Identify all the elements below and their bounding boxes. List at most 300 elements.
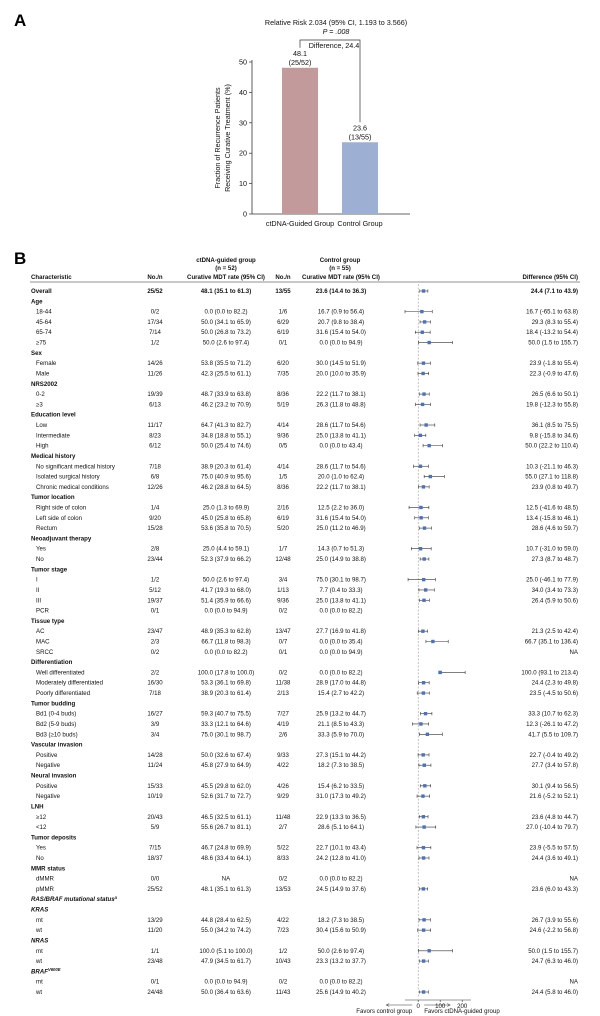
row-label: 45-64	[36, 318, 52, 326]
col-control-rate: Curative MDT rate (95% CI)	[302, 274, 380, 281]
control-rate: 0.0 (0.0 to 82.2)	[319, 978, 363, 986]
control-no-n: 1/5	[278, 473, 288, 481]
control-rate: 22.2 (11.7 to 38.1)	[316, 391, 366, 399]
x-category-label: Control Group	[337, 219, 383, 228]
control-rate: 25.0 (13.8 to 41.1)	[316, 597, 366, 605]
bar-count-label: (13/55)	[348, 132, 372, 142]
y-axis-label	[213, 84, 232, 192]
row-label: Right side of colon	[36, 504, 87, 512]
ct-rate: 48.9 (35.3 to 62.8)	[201, 628, 251, 636]
point-estimate	[422, 392, 425, 395]
bar-value-label: 23.6	[353, 123, 367, 133]
row-label: mt	[36, 916, 43, 924]
control-rate: 25.0 (11.2 to 46.9)	[316, 525, 366, 533]
row-label: Positive	[36, 782, 58, 790]
point-estimate	[422, 578, 425, 581]
ct-no-n: 6/8	[150, 473, 160, 481]
point-estimate	[422, 928, 425, 931]
ct-no-n: 23/44	[147, 556, 163, 564]
ct-rate: 42.3 (25.5 to 61.1)	[201, 370, 251, 378]
control-no-n: 7/27	[277, 710, 289, 718]
y-tick-label: 10	[239, 179, 247, 189]
difference-ci: 24.6 (-2.2 to 56.8)	[529, 927, 578, 935]
control-no-n: 9/33	[277, 751, 289, 759]
control-rate: 7.7 (0.4 to 33.3)	[319, 586, 363, 594]
row-label: Moderately differentiated	[36, 679, 103, 687]
ct-rate: 50.0 (2.6 to 97.4)	[202, 576, 250, 584]
point-estimate	[428, 949, 431, 952]
row-label: SRCC	[36, 648, 54, 656]
row-label: ≥75	[36, 339, 47, 347]
control-rate: 20.7 (9.8 to 38.4)	[317, 318, 365, 326]
row-label: II	[36, 586, 40, 594]
control-no-n: 13/55	[275, 288, 291, 295]
row-label-text: RAS/BRAF mutational status	[31, 896, 115, 904]
control-rate: 31.0 (17.3 to 49.2)	[316, 793, 366, 801]
row-label: Positive	[36, 751, 58, 759]
ct-rate: 34.8 (18.8 to 55.1)	[201, 432, 251, 440]
difference-ci: NA	[569, 978, 578, 986]
point-estimate	[419, 506, 422, 509]
row-label: No	[36, 556, 44, 564]
ct-no-n: 23/48	[147, 958, 163, 966]
ct-rate: 53.3 (36.1 to 69.8)	[201, 679, 251, 687]
panel-b	[14, 249, 580, 1015]
row-label: Neural invasion	[31, 772, 77, 780]
row-label: Poorly differentiated	[36, 690, 91, 698]
ct-no-n: 23/47	[147, 628, 163, 636]
ct-rate: 46.2 (28.8 to 64.5)	[201, 483, 251, 491]
ct-no-n: 6/12	[149, 442, 161, 450]
control-rate: 26.3 (11.8 to 48.8)	[316, 401, 366, 409]
ct-rate: 55.0 (34.2 to 74.2)	[201, 927, 251, 935]
row-label: AC	[36, 628, 45, 636]
row-label: Yes	[36, 545, 46, 553]
bar-ctdna-guided	[282, 68, 318, 214]
point-estimate	[421, 331, 424, 334]
control-no-n: 1/2	[278, 947, 288, 955]
control-no-n: 0/1	[278, 339, 288, 347]
control-rate: 25.0 (14.9 to 38.8)	[316, 556, 366, 564]
forest-x-tick-label: 0	[416, 1003, 420, 1010]
ct-rate: 66.7 (11.8 to 98.3)	[201, 638, 251, 646]
ct-no-n: 14/26	[147, 360, 163, 368]
ct-no-n: 15/33	[147, 782, 163, 790]
ct-rate: 48.1 (35.1 to 61.3)	[200, 288, 252, 295]
control-no-n: 6/19	[277, 514, 289, 522]
ct-rate: 50.0 (2.6 to 97.4)	[202, 339, 250, 347]
ct-no-n: 7/14	[149, 329, 161, 337]
bar-control	[342, 142, 378, 214]
row-label: Tumor deposits	[31, 834, 77, 842]
point-estimate	[429, 475, 432, 478]
difference-ci: 23.9 (-5.5 to 57.5)	[529, 844, 578, 852]
ct-rate: 0.0 (0.0 to 94.9)	[204, 607, 248, 615]
row-label: wt	[36, 989, 43, 996]
control-no-n: 4/14	[277, 463, 289, 471]
ct-no-n: 15/28	[147, 525, 163, 533]
row-label: Medical history	[31, 452, 76, 460]
row-label-text: BRAF	[31, 968, 48, 976]
y-tick-label: 40	[239, 87, 247, 97]
ct-rate: 50.0 (34.1 to 65.9)	[201, 318, 251, 326]
ct-rate: 55.6 (26.7 to 81.1)	[201, 824, 251, 832]
difference-ci: 27.0 (-10.4 to 79.7)	[526, 824, 578, 832]
control-rate: 12.5 (2.2 to 36.0)	[317, 504, 365, 512]
control-no-n: 1/13	[277, 586, 289, 594]
difference-ci: 9.8 (-15.8 to 34.6)	[529, 432, 578, 440]
ct-rate: 0.0 (0.0 to 82.2)	[204, 308, 248, 316]
row-label: 65-74	[36, 329, 52, 337]
point-estimate	[424, 588, 427, 591]
row-label: pMMR	[36, 885, 54, 893]
control-rate: 27.3 (15.1 to 44.2)	[316, 751, 366, 759]
point-estimate	[422, 846, 425, 849]
control-no-n: 8/33	[277, 854, 289, 862]
bar-chart-plot	[239, 40, 410, 228]
control-no-n: 9/36	[277, 597, 289, 605]
bar-value-label: 48.1	[293, 48, 307, 58]
ct-rate: 48.7 (33.9 to 63.8)	[201, 391, 251, 399]
row-label: NRAS	[31, 937, 49, 945]
ct-no-n: 19/39	[147, 391, 163, 399]
row-label: Bd2 (5-9 buds)	[36, 720, 77, 728]
control-no-n: 8/36	[277, 483, 289, 491]
point-estimate	[422, 681, 425, 684]
ct-rate: 50.0 (25.4 to 74.6)	[201, 442, 251, 450]
row-label: Chronic medical conditions	[36, 483, 109, 491]
control-no-n: 4/26	[277, 782, 289, 790]
row-label: Rectum	[36, 525, 57, 533]
control-no-n: 6/19	[277, 329, 289, 337]
difference-ci: 27.7 (3.4 to 57.8)	[531, 762, 578, 770]
ct-rate: 53.6 (35.8 to 70.5)	[201, 525, 251, 533]
row-label: NRS2002	[31, 380, 58, 388]
control-group-title: Control group	[319, 257, 361, 264]
ct-no-n: 1/2	[150, 339, 160, 347]
difference-ci: 23.9 (-1.8 to 55.4)	[529, 360, 578, 368]
point-estimate	[422, 815, 425, 818]
point-estimate	[422, 289, 425, 292]
panel-a	[14, 11, 410, 228]
col-ct-rate: Curative MDT rate (95% CI)	[187, 274, 265, 281]
control-no-n: 4/22	[277, 916, 289, 924]
row-label-superscript: V600E	[47, 967, 61, 973]
control-rate: 31.6 (15.4 to 54.0)	[316, 329, 366, 337]
difference-ci: 23.6 (6.0 to 43.3)	[531, 885, 578, 893]
ct-rate: 25.0 (1.3 to 69.9)	[202, 504, 250, 512]
point-estimate	[419, 434, 422, 437]
ct-no-n: 9/20	[149, 514, 161, 522]
ct-rate: 53.8 (35.5 to 71.2)	[201, 360, 251, 368]
row-label: High	[36, 442, 49, 450]
point-estimate	[439, 671, 442, 674]
control-rate: 20.0 (1.0 to 62.4)	[317, 473, 365, 481]
control-rate: 22.2 (11.7 to 38.1)	[316, 483, 366, 491]
difference-ci: 50.0 (1.5 to 155.7)	[528, 947, 578, 955]
ct-no-n: 20/43	[147, 813, 163, 821]
panel-a-letter: A	[14, 11, 27, 30]
control-no-n: 4/22	[277, 762, 289, 770]
col-control-no-n: No./n	[275, 274, 291, 281]
ct-no-n: 1/1	[150, 947, 160, 955]
row-label: III	[36, 597, 42, 605]
ct-no-n: 11/20	[147, 927, 163, 935]
p-value-label: P = .008	[322, 27, 350, 36]
ct-rate: 48.6 (33.4 to 64.1)	[201, 854, 251, 862]
col-ct-no-n: No./n	[147, 274, 163, 281]
control-rate: 75.0 (30.1 to 98.7)	[316, 576, 366, 584]
control-rate: 0.0 (0.0 to 82.2)	[319, 875, 363, 883]
ct-rate: 0.0 (0.0 to 94.9)	[204, 978, 248, 986]
point-estimate	[423, 764, 426, 767]
control-no-n: 0/7	[278, 638, 288, 646]
difference-ci: 12.3 (-26.1 to 47.2)	[526, 720, 578, 728]
point-estimate	[421, 372, 424, 375]
difference-ci: 10.3 (-21.1 to 46.3)	[526, 463, 578, 471]
row-label: mt	[36, 947, 43, 955]
ct-rate: 52.3 (37.9 to 66.2)	[201, 556, 251, 564]
favors-control-arrow	[386, 1004, 412, 1007]
ct-rate: 38.9 (20.3 to 61.4)	[201, 690, 251, 698]
difference-ci: 22.3 (-0.9 to 47.6)	[529, 370, 578, 378]
control-no-n: 4/14	[277, 422, 289, 430]
ct-rate: 50.0 (32.6 to 67.4)	[201, 751, 251, 759]
col-characteristic: Characteristic	[31, 274, 72, 281]
difference-ci: NA	[569, 875, 578, 883]
ct-no-n: 3/4	[150, 731, 160, 739]
point-estimate	[422, 918, 425, 921]
ct-rate: 25.0 (4.4 to 59.1)	[202, 545, 250, 553]
point-estimate	[419, 547, 422, 550]
control-rate: 22.9 (13.3 to 36.5)	[316, 813, 366, 821]
ct-no-n: 24/48	[147, 989, 163, 996]
difference-ci: 12.5 (-41.6 to 48.5)	[526, 504, 578, 512]
ct-no-n: 3/9	[150, 720, 160, 728]
control-no-n: 11/48	[275, 813, 291, 821]
ct-no-n: 8/23	[149, 432, 161, 440]
forest-plot-axis	[356, 1000, 500, 1015]
control-rate: 0.0 (0.0 to 43.4)	[319, 442, 363, 450]
point-estimate	[423, 557, 426, 560]
control-rate: 0.0 (0.0 to 82.2)	[319, 607, 363, 615]
y-tick-label: 50	[239, 57, 247, 67]
control-rate: 28.6 (5.1 to 64.1)	[317, 824, 365, 832]
point-estimate	[422, 691, 425, 694]
forest-x-tick-label: 100	[435, 1003, 446, 1010]
row-label: Negative	[36, 793, 61, 801]
ct-rate: 45.5 (29.8 to 62.0)	[201, 782, 251, 790]
ct-no-n: 11/17	[147, 422, 163, 430]
point-estimate	[423, 320, 426, 323]
row-label: PCR	[36, 607, 49, 615]
control-rate: 50.0 (2.6 to 97.4)	[317, 947, 365, 955]
row-label: Bd1 (0-4 buds)	[36, 710, 77, 718]
control-no-n: 0/2	[278, 607, 288, 615]
difference-ci: 21.6 (-5.2 to 52.1)	[529, 793, 578, 801]
control-no-n: 0/2	[278, 978, 288, 986]
ct-group-title: ctDNA-guided group	[196, 257, 256, 264]
row-label: Yes	[36, 844, 46, 852]
control-no-n: 6/29	[277, 318, 289, 326]
difference-ci: 24.7 (6.3 to 46.0)	[531, 958, 578, 966]
ct-no-n: 19/37	[147, 597, 163, 605]
ct-no-n: 14/28	[147, 751, 163, 759]
row-label: MMR status	[31, 865, 66, 873]
ct-no-n: 7/18	[149, 463, 161, 471]
row-label: MAC	[36, 638, 50, 646]
control-rate: 0.0 (0.0 to 94.9)	[319, 339, 363, 347]
ct-no-n: 16/30	[147, 679, 163, 687]
point-estimate	[423, 526, 426, 529]
row-label: Tumor budding	[31, 700, 76, 708]
ct-rate: 50.0 (26.8 to 73.2)	[201, 329, 251, 337]
ct-rate: 46.5 (32.5 to 61.1)	[201, 813, 251, 821]
control-no-n: 11/38	[275, 679, 291, 687]
control-no-n: 5/22	[277, 844, 289, 852]
row-label: Low	[36, 422, 48, 430]
row-label: ≥3	[36, 401, 43, 409]
ct-rate: 50.0 (36.4 to 63.6)	[201, 989, 251, 996]
row-label: KRAS	[31, 906, 49, 914]
ct-no-n: 25/52	[147, 885, 163, 893]
control-rate: 0.0 (0.0 to 82.2)	[319, 669, 363, 677]
point-estimate	[422, 856, 425, 859]
control-rate: 0.0 (0.0 to 35.4)	[319, 638, 363, 646]
difference-ci: 26.5 (6.6 to 50.1)	[531, 391, 578, 399]
ct-no-n: 1/2	[150, 576, 160, 584]
point-estimate	[420, 310, 423, 313]
row-label: Female	[36, 360, 57, 368]
row-label: Male	[36, 370, 50, 378]
row-label: No significant medical history	[36, 463, 115, 471]
point-estimate	[421, 629, 424, 632]
ct-rate: 0.0 (0.0 to 82.2)	[204, 648, 248, 656]
control-no-n: 2/6	[278, 731, 288, 739]
control-no-n: 13/47	[275, 628, 291, 636]
control-no-n: 1/7	[278, 545, 288, 553]
row-label: Overall	[31, 288, 52, 295]
difference-ci: 41.7 (5.5 to 109.7)	[528, 731, 578, 739]
control-rate: 28.6 (11.7 to 54.6)	[316, 422, 366, 430]
ct-no-n: 10/19	[147, 793, 163, 801]
control-no-n: 9/29	[277, 793, 289, 801]
forest-x-tick-label: 200	[457, 1003, 468, 1010]
row-label: Tumor location	[31, 494, 75, 502]
control-no-n: 2/13	[277, 690, 289, 698]
control-rate: 30.0 (14.5 to 51.9)	[316, 360, 366, 368]
ct-rate: 33.3 (12.1 to 64.6)	[201, 720, 251, 728]
panel-b-letter: B	[14, 249, 27, 268]
ct-no-n: 0/2	[150, 648, 160, 656]
ct-rate: 48.1 (35.1 to 61.3)	[201, 885, 251, 893]
ct-no-n: 7/18	[149, 690, 161, 698]
control-rate: 33.3 (5.9 to 70.0)	[317, 731, 365, 739]
row-label	[31, 967, 61, 975]
point-estimate	[422, 599, 425, 602]
row-label: wt	[36, 958, 43, 966]
difference-ci: 19.8 (-12.3 to 55.8)	[526, 401, 578, 409]
difference-ci: 24.4 (5.8 to 46.0)	[531, 989, 578, 996]
row-label: I	[36, 576, 38, 584]
row-label: 18-44	[36, 308, 52, 316]
y-tick-label: 0	[243, 209, 247, 219]
point-estimate	[428, 341, 431, 344]
ct-no-n: 16/27	[147, 710, 163, 718]
row-label: Education level	[31, 411, 76, 419]
control-no-n: 13/53	[275, 885, 291, 893]
ct-rate: 75.0 (40.9 to 95.6)	[201, 473, 251, 481]
point-estimate	[423, 784, 426, 787]
control-no-n: 12/48	[275, 556, 291, 564]
ct-rate: 52.6 (31.7 to 72.7)	[201, 793, 251, 801]
ct-rate: 51.4 (35.9 to 66.6)	[201, 597, 251, 605]
ct-no-n: 5/9	[150, 824, 160, 832]
row-label: Well differentiated	[36, 669, 85, 677]
ct-rate: 46.2 (23.2 to 70.9)	[201, 401, 251, 409]
point-estimate	[428, 444, 431, 447]
point-estimate	[421, 753, 424, 756]
ct-group-n: (n = 52)	[215, 265, 237, 272]
ct-no-n: 13/29	[147, 916, 163, 924]
row-label: Age	[31, 298, 43, 306]
difference-ci: 33.3 (10.7 to 62.3)	[528, 710, 578, 718]
control-no-n: 5/19	[277, 401, 289, 409]
control-no-n: 4/19	[277, 720, 289, 728]
control-no-n: 9/36	[277, 432, 289, 440]
control-rate: 28.9 (17.0 to 44.8)	[316, 679, 366, 687]
difference-ci: 24.4 (2.3 to 49.8)	[531, 679, 578, 687]
control-rate: 15.4 (2.7 to 42.2)	[317, 690, 365, 698]
difference-ci: 16.7 (-65.1 to 63.8)	[526, 308, 578, 316]
control-no-n: 10/43	[275, 958, 291, 966]
row-label: Neoadjuvant therapy	[31, 535, 92, 543]
control-rate: 0.0 (0.0 to 94.9)	[319, 648, 363, 656]
control-no-n: 2/7	[278, 824, 288, 832]
control-rate: 23.3 (13.2 to 37.7)	[316, 958, 366, 966]
row-label: Isolated surgical history	[36, 473, 100, 481]
point-estimate	[422, 959, 425, 962]
forest-plot-rows	[31, 284, 579, 998]
ct-no-n: 0/1	[150, 607, 160, 615]
point-estimate	[422, 825, 425, 828]
ct-rate: 45.8 (27.9 to 64.9)	[201, 762, 251, 770]
difference-ci: 34.0 (3.4 to 73.3)	[531, 586, 578, 594]
ct-rate: 47.9 (34.5 to 61.7)	[201, 958, 251, 966]
difference-ci: 27.3 (8.7 to 48.7)	[531, 556, 578, 564]
row-label: Vascular invasion	[31, 741, 83, 749]
control-rate: 23.6 (14.4 to 36.3)	[315, 288, 367, 295]
difference-ci: 26.4 (5.9 to 50.6)	[531, 597, 578, 605]
row-label: Bd3 (≥10 buds)	[36, 731, 78, 739]
ct-no-n: 2/8	[150, 545, 160, 553]
control-rate: 24.2 (12.8 to 41.0)	[316, 854, 366, 862]
ct-no-n: 0/1	[150, 978, 160, 986]
ct-rate: 64.7 (41.3 to 82.7)	[201, 422, 251, 430]
control-rate: 22.7 (10.1 to 43.4)	[316, 844, 366, 852]
ct-no-n: 18/37	[147, 854, 163, 862]
difference-ci: 23.9 (0.8 to 49.7)	[531, 483, 578, 491]
control-rate: 25.6 (14.9 to 40.2)	[316, 989, 366, 996]
y-tick-label: 20	[239, 148, 247, 158]
row-label: Tumor stage	[31, 566, 68, 574]
control-no-n: 2/16	[277, 504, 289, 512]
point-estimate	[421, 403, 424, 406]
control-rate: 16.7 (0.9 to 56.4)	[317, 308, 365, 316]
control-no-n: 1/6	[278, 308, 288, 316]
row-label: No	[36, 854, 44, 862]
control-no-n: 11/43	[275, 989, 291, 996]
